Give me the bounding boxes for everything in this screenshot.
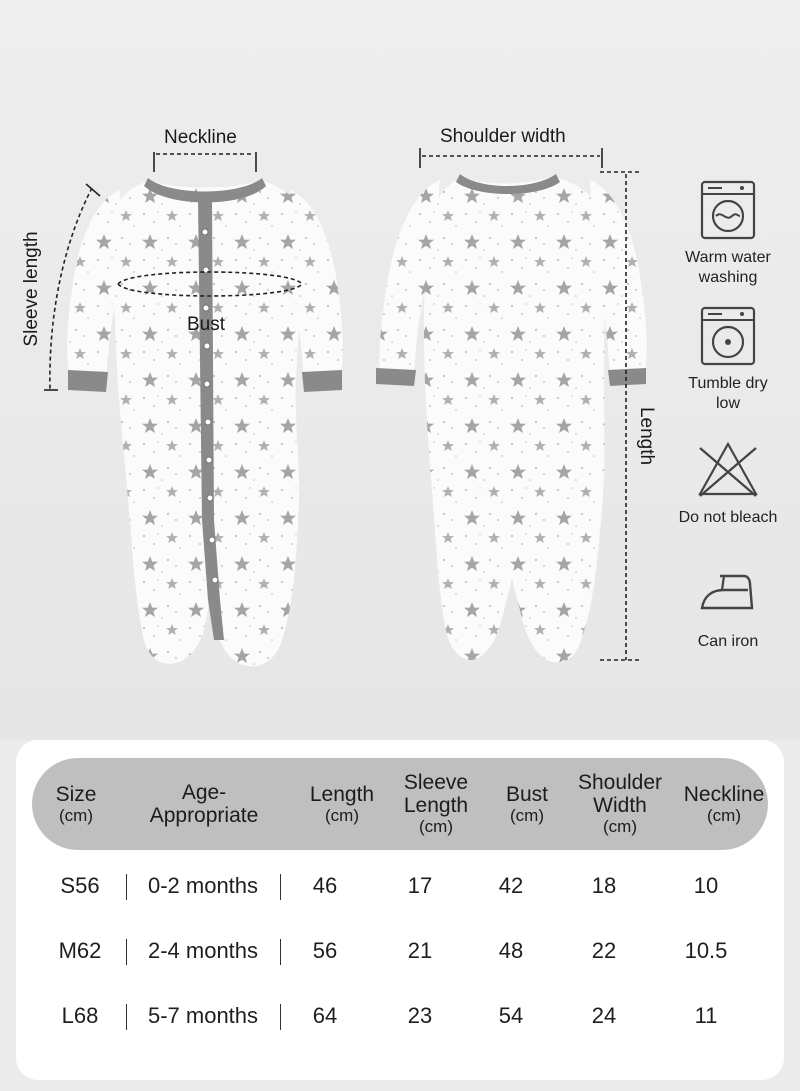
care-no-bleach-text: Do not bleach <box>678 509 778 526</box>
cell-length: 56 <box>312 938 338 963</box>
romper-back <box>376 174 647 662</box>
cell-sleeve-length: 17 <box>407 873 433 898</box>
shoulder-width-label: Shoulder width <box>440 126 566 147</box>
column-divider <box>280 874 281 900</box>
size-chart-table <box>16 740 784 1080</box>
table-header <box>32 758 768 850</box>
tumble-dry-icon <box>696 304 760 368</box>
cell-age: 0-2 months <box>147 873 259 898</box>
cell-neckline: 11 <box>694 1003 718 1028</box>
header-length: Length (cm) <box>309 782 375 825</box>
column-divider <box>280 939 281 965</box>
header-sleeve-length: Sleeve Length (cm) <box>403 771 469 836</box>
cell-shoulder-width: 24 <box>591 1003 617 1028</box>
header-size: Size (cm) <box>55 782 97 825</box>
table-row <box>16 931 784 971</box>
header-neckline: Neckline (cm) <box>683 782 765 825</box>
header-age: Age- Appropriate <box>149 781 259 827</box>
header-bust: Bust (cm) <box>505 782 549 825</box>
header-shoulder-width: Shoulder Width (cm) <box>577 771 663 836</box>
cell-bust: 42 <box>498 873 524 898</box>
care-iron-text: Can iron <box>697 633 759 650</box>
cell-length: 46 <box>312 873 338 898</box>
cell-length: 64 <box>312 1003 338 1028</box>
care-warm-wash <box>668 178 788 288</box>
care-iron <box>668 562 788 652</box>
washing-machine-icon <box>696 178 760 242</box>
sleeve-length-label: Sleeve length <box>21 231 42 347</box>
cell-age: 5-7 months <box>147 1003 259 1028</box>
cell-size: S56 <box>60 873 100 898</box>
column-divider <box>126 874 127 900</box>
cell-sleeve-length: 23 <box>407 1003 433 1028</box>
cell-bust: 54 <box>498 1003 524 1028</box>
care-warm-wash-text: Warm water washing <box>685 249 771 286</box>
cell-size: L68 <box>61 1003 99 1028</box>
cell-shoulder-width: 22 <box>591 938 617 963</box>
bust-label: Bust <box>187 314 226 335</box>
cell-neckline: 10.5 <box>684 938 728 963</box>
table-row <box>16 866 784 906</box>
care-tumble-dry <box>668 304 788 414</box>
no-bleach-icon <box>696 438 760 502</box>
cell-age: 2-4 months <box>147 938 259 963</box>
cell-sleeve-length: 21 <box>407 938 433 963</box>
romper-front <box>67 178 343 666</box>
cell-bust: 48 <box>498 938 524 963</box>
column-divider <box>126 939 127 965</box>
neckline-label: Neckline <box>164 127 237 148</box>
column-divider <box>280 1004 281 1030</box>
cell-shoulder-width: 18 <box>591 873 617 898</box>
cell-neckline: 10 <box>693 873 719 898</box>
care-no-bleach <box>668 438 788 528</box>
care-tumble-dry-text: Tumble dry low <box>688 375 768 412</box>
column-divider <box>126 1004 127 1030</box>
table-row <box>16 996 784 1036</box>
iron-icon <box>696 562 760 626</box>
cell-size: M62 <box>58 938 102 963</box>
length-label: Length <box>636 406 657 466</box>
